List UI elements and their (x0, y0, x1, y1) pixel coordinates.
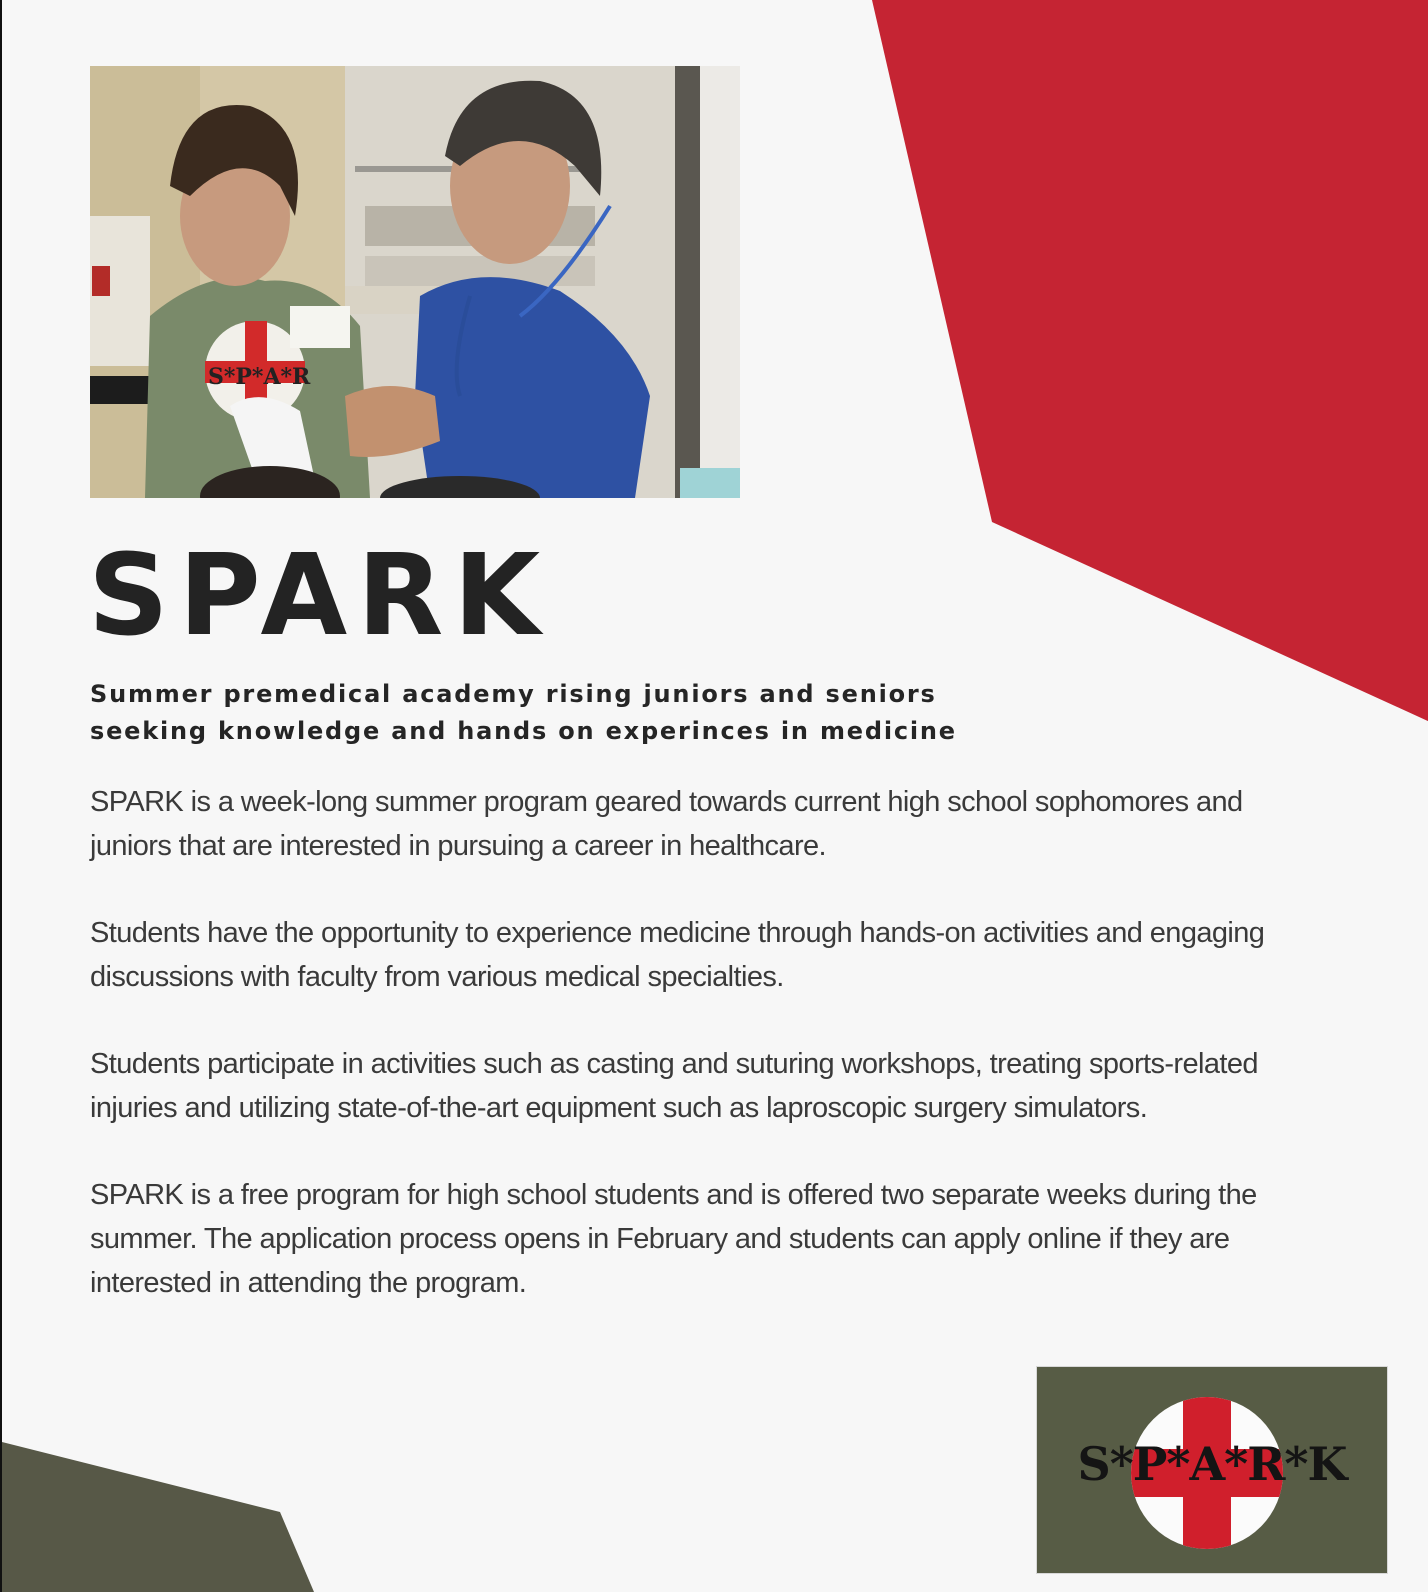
photo-illustration (90, 66, 740, 498)
paragraph-opportunity: Students have the opportunity to experience medicine through hands-on activities and engaging discussions with faculty from various medical specialties. (90, 917, 1265, 993)
logo-text: S*P*A*R*K (1077, 1437, 1347, 1491)
spark-logo (1036, 1366, 1388, 1574)
hero-photo (90, 66, 740, 498)
subtitle-line-2: seeking knowledge and hands on experinces in medicine (90, 717, 957, 745)
subtitle-line-1: Summer premedical academy rising juniors and seniors (90, 680, 937, 708)
subtitle (90, 676, 1050, 750)
svg-text:S*P*A*R: S*P*A*R (208, 364, 311, 390)
paragraph-application: SPARK is a free program for high school students and is offered two separate weeks during the summer. The application process opens in February and students can apply online if they are interested in attending the program. (90, 1179, 1257, 1299)
body-text (90, 780, 1290, 1348)
page-title: SPARK (88, 531, 551, 661)
paragraph-activities: Students participate in activities such as casting and suturing workshops, treating sports-related injuries and utilizing state-of-the-art equipment such as laproscopic surgery simulators. (90, 1048, 1258, 1124)
paragraph-intro: SPARK is a week-long summer program geared towards current high school sophomores and juniors that are interested in pursuing a career in healthcare. (90, 786, 1243, 862)
